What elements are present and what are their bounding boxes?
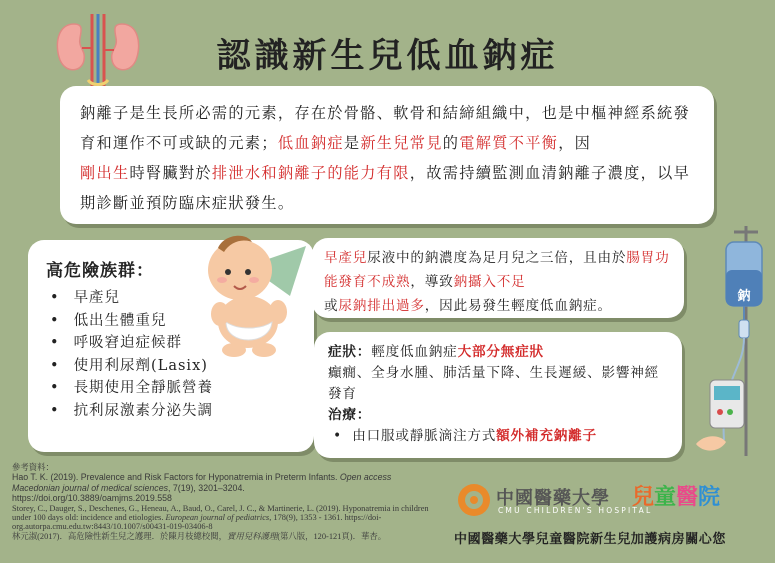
treatment-text (328, 426, 668, 447)
references-label: 參考資料： (12, 462, 54, 472)
references (12, 462, 432, 542)
symptoms-label: 症狀： (328, 344, 372, 360)
preterm-text-1: 尿液中的鈉濃度為足月兒之三倍，且由於 (367, 250, 627, 266)
logo-kids-char: 兒 (632, 485, 655, 510)
reference-1-journal: Open access Macedonian journal of medical sciences (12, 472, 392, 493)
preterm-highlight-excretion: 尿鈉排出過多 (338, 298, 425, 314)
treatment-label: 治療： (328, 407, 372, 423)
intro-text-6: ，故需持續監測血清鈉離子濃度，以早期診斷並預防臨床症狀發生。 (80, 164, 691, 212)
symptoms-text-1: 輕度低血鈉症 (371, 344, 458, 360)
logo-text-sub: CMU CHILDREN'S HOSPITAL (498, 506, 653, 515)
list-item: • 早產兒 (46, 287, 296, 310)
reference-1 (12, 472, 432, 493)
footer-text: 中國醫藥大學兒童醫院新生兒加護病房關心您 (454, 532, 727, 547)
intro-text (80, 98, 694, 218)
treatment-label-row (328, 405, 668, 426)
logo-text-main: 中國醫藥大學 (496, 488, 610, 509)
cmu-logo-icon (456, 482, 492, 518)
reference-2 (12, 504, 432, 532)
intro-text-1: 鈉離子是生長所必需的元素，存在於骨骼、軟骨和結締組織中，也是中樞神經系統發育和運作不可或缺的元素； (80, 104, 691, 152)
preterm-text (324, 246, 672, 318)
page-title: 認識新生兒低血鈉症 (216, 36, 559, 76)
preterm-text-3: 或 (324, 298, 339, 314)
preterm-highlight-intake: 鈉攝入不足 (453, 274, 526, 290)
preterm-card (312, 238, 684, 318)
list-item: • 抗利尿激素分泌失調 (46, 400, 296, 423)
reference-1-text: Hao T. K. (2019). Prevalence and Risk Factors for Hyponatremia in Preterm Infants. (12, 472, 338, 483)
hospital-logo (452, 480, 752, 520)
iv-drip-icon (690, 220, 770, 460)
iv-bag-label: 鈉 (737, 289, 751, 304)
intro-highlight-imbalance: 電解質不平衡 (459, 134, 559, 152)
symptoms-text-2: 癲癇、全身水腫、肺活量下降、生長遲緩、影響神經發育 (328, 365, 660, 402)
intro-text-4: ，因 (558, 134, 592, 152)
list-item: • 長期使用全靜脈營養 (46, 377, 296, 400)
intro-text-2: 是 (343, 134, 361, 152)
reference-1-doi[interactable]: https://doi.org/10.3889/oamjms.2019.558 (12, 493, 172, 504)
intro-highlight-hyponatremia: 低血鈉症 (277, 134, 344, 152)
reference-3-text: 林元淑(2017)．高危險性新生兒之護理．於陳月枝總校閱， (12, 531, 227, 541)
intro-text-3: 的 (442, 134, 460, 152)
symptoms-card (314, 332, 682, 458)
baby-icon (190, 226, 310, 358)
symptoms-highlight: 大部分無症狀 (457, 344, 544, 360)
treatment-text-1: 由口服或靜脈滴注方式 (352, 428, 497, 444)
preterm-text-4: ，因此易發生輕度低血鈉症。 (424, 298, 612, 314)
reference-1-volume: , 7(19), 3201–3204. (168, 482, 245, 493)
reference-3 (12, 532, 432, 542)
logo-kids (632, 480, 720, 511)
treatment-highlight: 額外補充鈉離子 (496, 428, 597, 444)
intro-highlight-capacity: 排泄水和鈉離子的能力有限 (211, 164, 410, 182)
treatment-bullet: • (333, 428, 342, 444)
list-item: • 呼吸窘迫症候群 (46, 332, 296, 355)
reference-2-text: Storey, C., Dauger, S., Deschenes, G., Heneau, A., Baud, O., Carel, J. C., & Martinerie, L. (2019). Hyponatremia in children under 100 days old: incidence and etiologies. (12, 503, 429, 523)
intro-text-5: 時腎臟對於 (129, 164, 212, 182)
risk-title: 高危險族群： (46, 261, 154, 281)
intro-card (60, 86, 714, 224)
intro-highlight-common: 新生兒常見 (360, 134, 443, 152)
list-item: • 使用利尿劑(Lasix) (46, 355, 296, 378)
reference-2-journal: European journal of pediatrics (165, 513, 270, 523)
reference-3-edition: (第八版，120-121頁)．華杏。 (277, 531, 387, 541)
list-item: • 低出生體重兒 (46, 310, 296, 333)
logo-kids-char: 童 (654, 485, 677, 510)
preterm-highlight-preterm: 早產兒 (324, 250, 368, 266)
preterm-text-2: ，導致 (410, 274, 454, 290)
reference-3-book: 實用兒科護理 (226, 531, 278, 541)
preterm-highlight-gi: 腸胃功能發育不成熟 (324, 250, 670, 290)
symptoms-text (328, 342, 668, 405)
reference-2-volume: , 178(9), 1353 - 1361. https://doi-org.autorpa.cmu.edu.tw:8443/10.1007/s00431-019-03406-8 (12, 513, 382, 532)
intro-highlight-newborn: 剛出生 (80, 164, 130, 182)
logo-kids-char: 院 (698, 485, 721, 510)
logo-kids-char: 醫 (676, 485, 699, 510)
